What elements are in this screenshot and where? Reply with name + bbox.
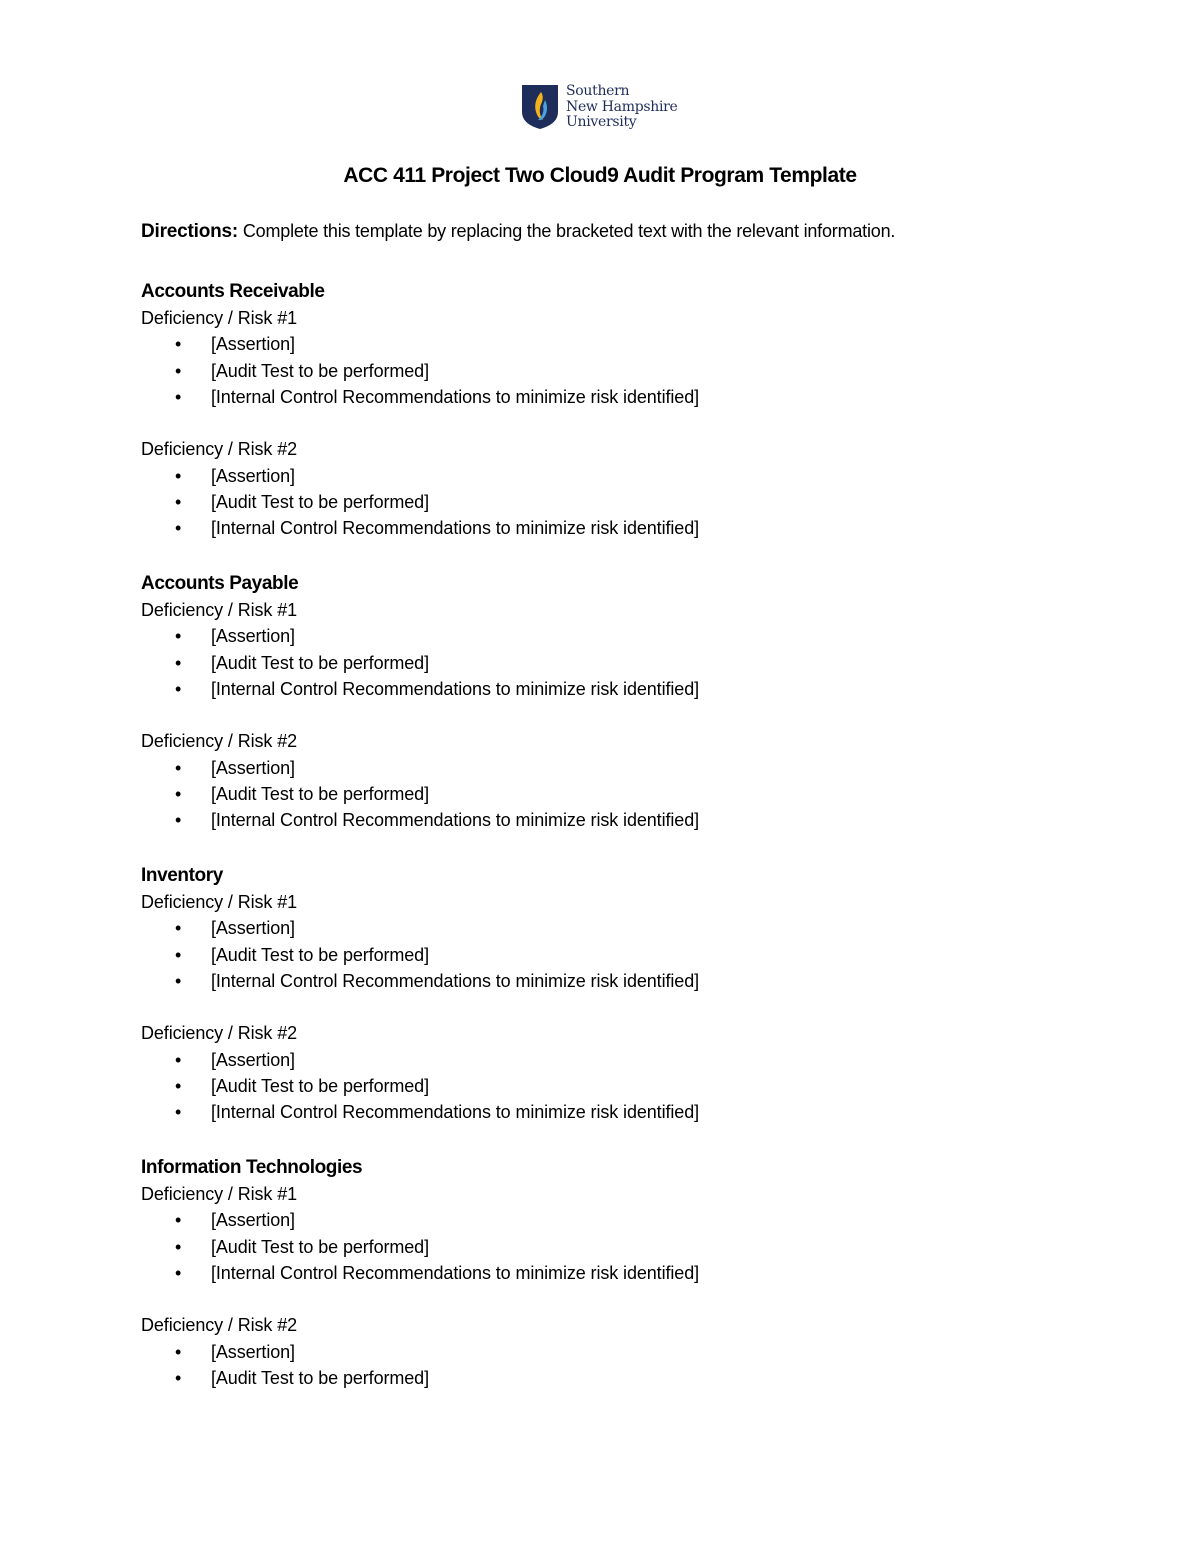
list-item-text: [Internal Control Recommendations to minimize risk identified] [211, 678, 700, 699]
risk-label: Deficiency / Risk #1 [141, 1183, 298, 1204]
snhu-logo [521, 84, 678, 131]
directions-text: Complete this template by replacing the bracketed text with the relevant information. [242, 221, 896, 241]
bullet-icon: • [175, 1210, 182, 1231]
risk-label: Deficiency / Risk #2 [141, 439, 298, 460]
bullet-icon: • [175, 944, 182, 965]
list-item-text: [Internal Control Recommendations to minimize risk identified] [211, 1102, 700, 1123]
blank-line [141, 834, 1141, 860]
bullet-icon: • [175, 465, 182, 486]
section-heading: Inventory [141, 864, 223, 886]
list-item-text: [Audit Test to be performed] [211, 784, 429, 805]
bullet-icon: • [175, 678, 182, 699]
list-item [141, 384, 1141, 410]
list-item [141, 781, 1141, 807]
blank-line [141, 702, 1141, 728]
bullet-icon: • [175, 1262, 182, 1283]
list-item [141, 1207, 1141, 1233]
section-heading: Accounts Payable [141, 572, 299, 594]
document-body [141, 276, 1141, 1391]
blank-line [141, 542, 1141, 568]
list-item-text: [Internal Control Recommendations to minimize risk identified] [211, 1262, 700, 1283]
list-item-text: [Assertion] [211, 626, 295, 647]
list-item [141, 515, 1141, 541]
bullet-icon: • [175, 360, 182, 381]
blank-line [141, 1126, 1141, 1152]
bullet-icon: • [175, 918, 182, 939]
list-item-text: [Internal Control Recommendations to minimize risk identified] [211, 810, 700, 831]
bullet-icon: • [175, 1341, 182, 1362]
list-item [141, 1047, 1141, 1073]
logo-line: University [566, 114, 637, 130]
risk-label: Deficiency / Risk #2 [141, 731, 298, 752]
list-item-text: [Assertion] [211, 757, 295, 778]
list-item [141, 463, 1141, 489]
bullet-icon: • [175, 970, 182, 991]
bullet-icon: • [175, 784, 182, 805]
risk-label: Deficiency / Risk #1 [141, 308, 298, 328]
list-item [141, 1339, 1141, 1365]
list-item [141, 1099, 1141, 1125]
blank-line [141, 410, 1141, 436]
list-item [141, 968, 1141, 994]
list-item-text: [Assertion] [211, 918, 295, 939]
list-item [141, 1073, 1141, 1099]
list-item [141, 1260, 1141, 1286]
blank-line [141, 1286, 1141, 1312]
list-item-text: [Audit Test to be performed] [211, 1367, 429, 1388]
blank-line [141, 994, 1141, 1020]
list-item [141, 676, 1141, 702]
risk-label: Deficiency / Risk #1 [141, 891, 298, 912]
directions-label: Directions: [141, 221, 239, 242]
bullet-icon: • [175, 334, 182, 355]
risk-label: Deficiency / Risk #2 [141, 1315, 298, 1336]
list-item-text: [Assertion] [211, 334, 295, 355]
list-item [141, 650, 1141, 676]
shield-flame-icon [521, 84, 559, 130]
bullet-icon: • [175, 1236, 182, 1257]
section-heading: Accounts Receivable [141, 281, 325, 302]
list-item [141, 942, 1141, 968]
list-item-text: [Audit Test to be performed] [211, 360, 429, 381]
list-item-text: [Audit Test to be performed] [211, 944, 429, 965]
bullet-icon: • [175, 652, 182, 673]
bullet-icon: • [175, 757, 182, 778]
bullet-icon: • [175, 1102, 182, 1123]
list-item-text: [Audit Test to be performed] [211, 652, 429, 673]
list-item-text: [Assertion] [211, 1049, 295, 1070]
document-title: ACC 411 Project Two Cloud9 Audit Program Template [343, 164, 857, 187]
list-item-text: [Assertion] [211, 1210, 295, 1231]
list-item [141, 755, 1141, 781]
risk-label: Deficiency / Risk #1 [141, 599, 298, 620]
list-item-text: [Assertion] [211, 1341, 295, 1362]
list-item [141, 331, 1141, 357]
list-item [141, 623, 1141, 649]
list-item-text: [Internal Control Recommendations to minimize risk identified] [211, 386, 700, 407]
bullet-icon: • [175, 492, 182, 513]
bullet-icon: • [175, 386, 182, 407]
list-item-text: [Audit Test to be performed] [211, 1076, 429, 1097]
directions [141, 221, 895, 243]
list-item [141, 807, 1141, 833]
logo-line: New Hampshire [566, 98, 678, 115]
bullet-icon: • [175, 1076, 182, 1097]
list-item-text: [Audit Test to be performed] [211, 1236, 429, 1257]
risk-label: Deficiency / Risk #2 [141, 1023, 298, 1044]
list-item [141, 915, 1141, 941]
list-item [141, 1365, 1141, 1391]
list-item-text: [Assertion] [211, 465, 295, 486]
list-item [141, 1234, 1141, 1260]
bullet-icon: • [175, 518, 182, 539]
logo-line: Southern [566, 83, 630, 99]
list-item [141, 358, 1141, 384]
bullet-icon: • [175, 810, 182, 831]
bullet-icon: • [175, 626, 182, 647]
list-item-text: [Internal Control Recommendations to minimize risk identified] [211, 970, 700, 991]
list-item [141, 489, 1141, 515]
list-item-text: [Audit Test to be performed] [211, 492, 429, 513]
bullet-icon: • [175, 1367, 182, 1388]
list-item-text: [Internal Control Recommendations to minimize risk identified] [211, 518, 700, 539]
bullet-icon: • [175, 1049, 182, 1070]
section-heading: Information Technologies [141, 1156, 363, 1178]
